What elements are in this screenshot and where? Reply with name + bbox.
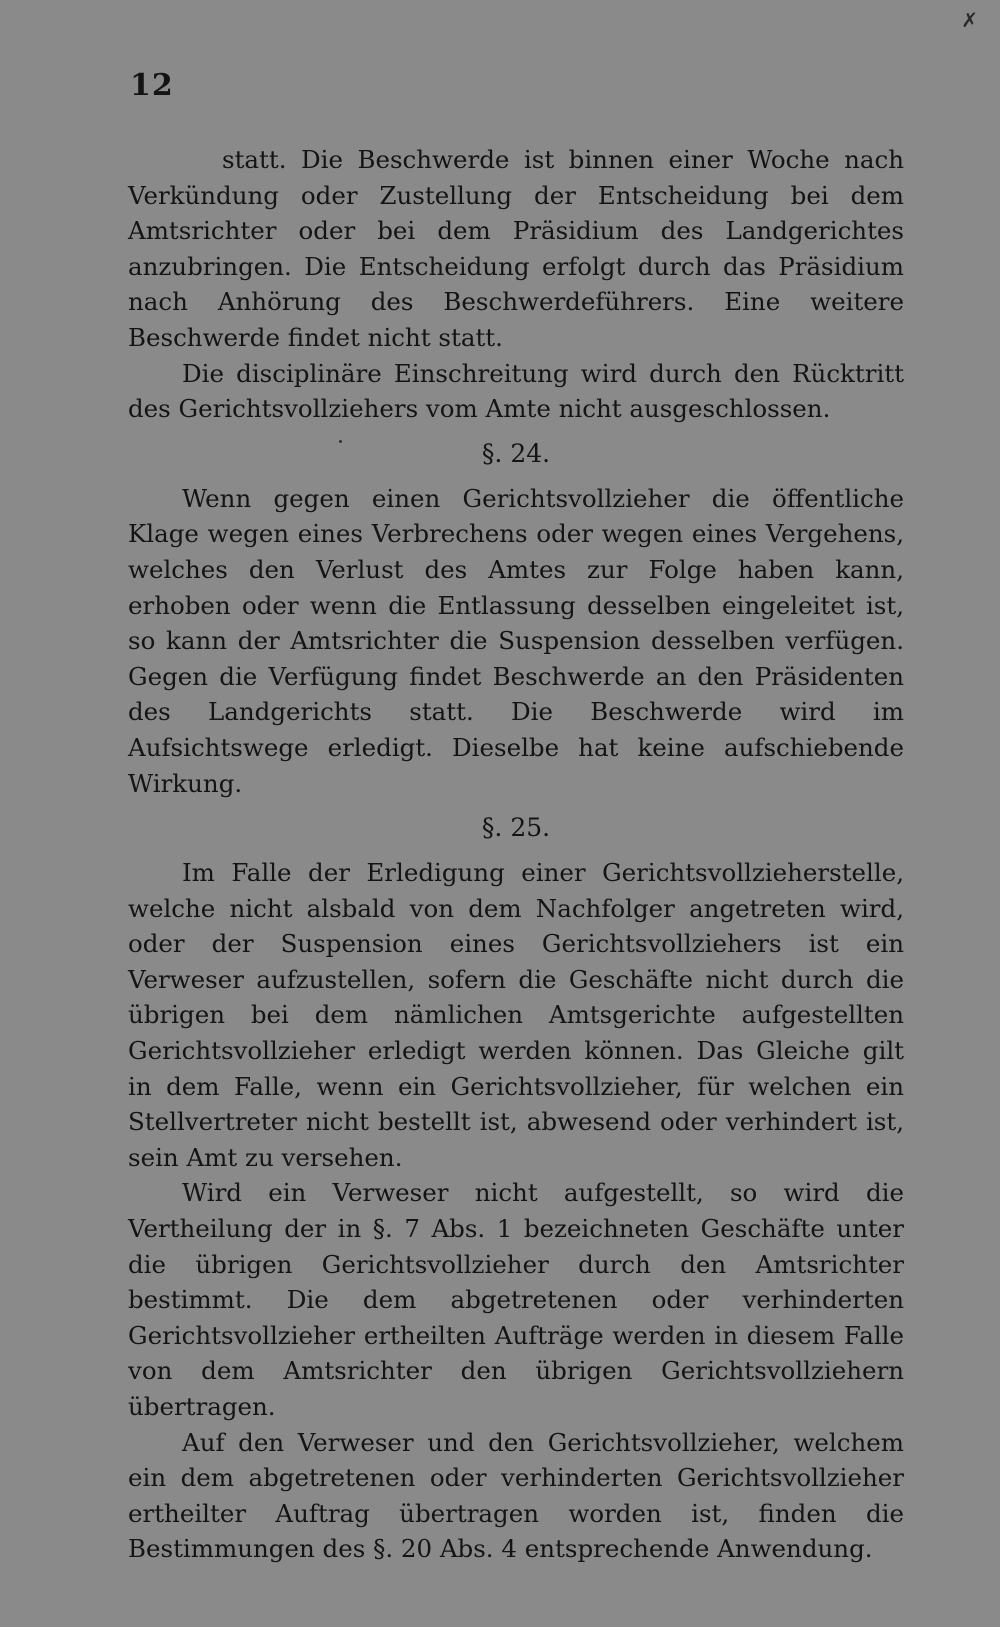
page-number: 12: [130, 68, 174, 103]
section-heading-24: §. 24.: [481, 438, 551, 468]
body-text: [128, 142, 904, 1567]
paragraph: Auf den Verweser und den Gerichtsvollzieher, welchem ein dem abgetretenen oder verhinderten Gerichtsvollzieher ertheilter Auftrag übertragen worden ist, finden die Bestimmungen des §. 20 Abs. 4 entsprechende Anwendung.: [128, 1427, 904, 1564]
paragraph: Im Falle der Erledigung einer Gerichtsvollzieherstelle, welche nicht alsbald von dem Nachfolger angetreten wird, oder der Suspension eines Gerichtsvollziehers ist ein Verweser aufzustellen, sofern die Geschäfte nicht durch die übrigen bei dem nämlichen Amtsgerichte aufgestellten Gerichtsvollzieher erledigt werden können. Das Gleiche gilt in dem Falle, wenn ein Gerichtsvollzieher, für welchen ein Stellvertreter nicht bestellt ist, abwesend oder verhindert ist, sein Amt zu versehen.: [128, 858, 904, 1172]
corner-mark: ✗: [961, 8, 978, 32]
section-heading-25: §. 25.: [481, 813, 551, 843]
paragraph-continuation: statt. Die Beschwerde ist binnen einer Woche nach Verkündung oder Zustellung der Entscheidung bei dem Amtsrichter oder bei dem Präsidium des Landgerichtes anzubringen. Die Entscheidung erfolgt durch das Präsidium nach Anhörung des Beschwerdeführers. Eine weitere Beschwerde findet nicht statt.: [128, 145, 904, 352]
paragraph: Die disciplinäre Einschreitung wird durch den Rücktritt des Gerichtsvollziehers vom Amte nicht ausgeschlossen.: [128, 358, 904, 424]
paragraph: Wird ein Verweser nicht aufgestellt, so wird die Vertheilung der in §. 7 Abs. 1 bezeichneten Geschäfte unter die übrigen Gerichtsvollzieher durch den Amtsrichter bestimmt. Die dem abgetretenen oder verhinderten Gerichtsvollzieher ertheilten Aufträge werden in diesem Falle von dem Amtsrichter den übrigen Gerichtsvollziehern übertragen.: [128, 1178, 904, 1421]
paragraph: Wenn gegen einen Gerichtsvollzieher die öffentliche Klage wegen eines Verbrechens oder wegen eines Vergehens, welches den Verlust des Amtes zur Folge haben kann, erhoben oder wenn die Entlassung desselben eingeleitet ist, so kann der Amtsrichter die Suspension desselben verfügen. Gegen die Verfügung findet Beschwerde an den Präsidenten des Landgerichts statt. Die Beschwerde wird im Aufsichtswege erledigt. Dieselbe hat keine aufschiebende Wirkung.: [128, 483, 904, 798]
